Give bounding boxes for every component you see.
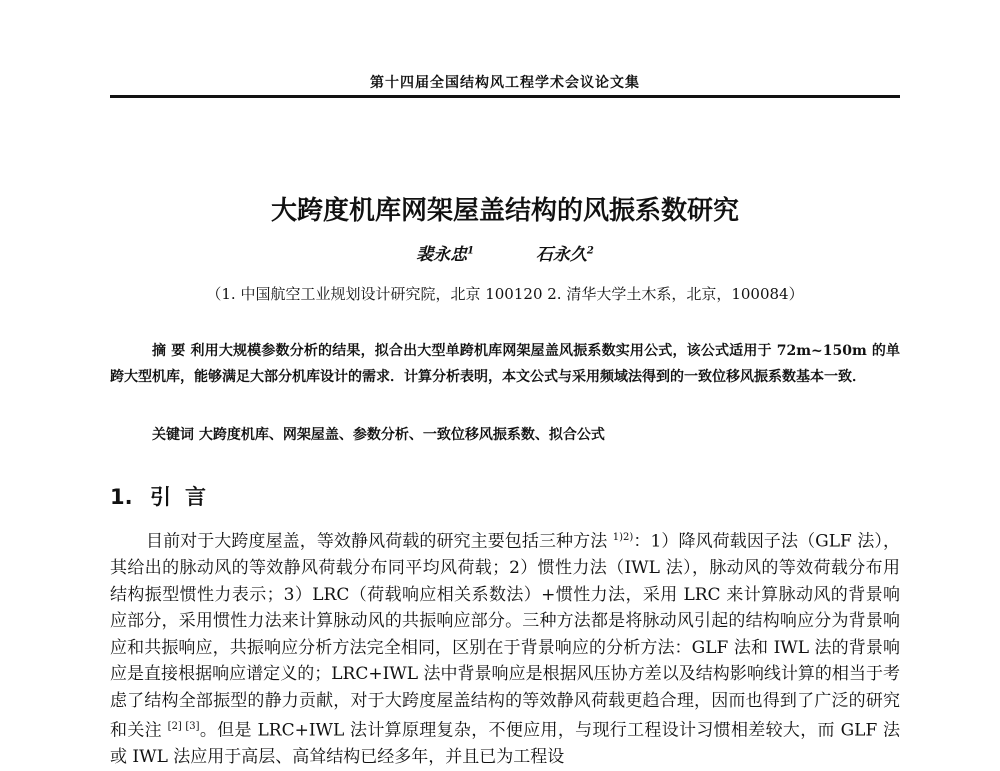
abstract	[110, 338, 900, 390]
author-affil-mark: 2	[586, 245, 594, 257]
section-heading	[110, 481, 220, 511]
body-text-part: ：1）降风荷载因子法（GLF 法），其给出的脉动风的等效静风荷载分布同平均风荷载；2）惯性力法（IWL 法），脉动风的等效荷载分布用结构振型惯性力表示；3）LRC（荷载响应相关系数法）+惯性力法，采用 LRC 来计算脉动风的背景响应部分，采用惯性力法来计算脉动风的共振响应部分。三种方法都是将脉动风引起的结构响应分为背景响应和共振响应，共振响应分析方法完全相同，区别在于背景响应的分析方法：GLF 法和 IWL 法的背景响应是直接根据响应谱定义的；LRC+IWL 法中背景响应是根据风压协方差以及结构影响线计算的相当于考虑了结构全部振型的静力贡献，对于大跨度屋盖结构的等效静风荷载更趋合理，因而也得到了广泛的研究和关注	[110, 531, 900, 741]
body-text-part: 。但是 LRC+IWL 法计算原理复杂，不便应用，与现行工程设计习惯相差较大，而 GLF 法或 IWL 法应用于高层、高耸结构已经多年，并且已为工程设	[110, 720, 900, 768]
keywords-label: 关键词	[152, 427, 194, 443]
author-line	[110, 240, 900, 265]
abstract-text: 利用大规模参数分析的结果，拟合出大型单跨机库网架屋盖风振系数实用公式，该公式适用于 72m~150m 的单跨大型机库，能够满足大部分机库设计的需求．计算分析表明，本文公式与采用频域法得到的一致位移风振系数基本一致．	[110, 343, 901, 385]
header-rule	[110, 95, 900, 98]
keywords	[152, 424, 900, 444]
paper-title: 大跨度机库网架屋盖结构的风振系数研究	[270, 196, 739, 226]
author-name: 裴永忠	[416, 245, 468, 265]
author-name: 石永久	[535, 245, 587, 265]
author-affil-mark: 1	[467, 245, 475, 257]
section-number: 1.	[110, 485, 133, 509]
abstract-label: 摘 要	[152, 343, 186, 359]
body-paragraph	[110, 525, 900, 771]
running-head: 第十四届全国结构风工程学术会议论文集	[370, 75, 640, 91]
body-text-part: 目前对于大跨度屋盖，等效静风荷载的研究主要包括三种方法	[146, 531, 613, 552]
affiliations: （1. 中国航空工业规划设计研究院，北京 100120 2. 清华大学土木系，北京，100084）	[206, 285, 804, 303]
citation: 1)2)	[612, 532, 634, 543]
section-title: 引言	[150, 485, 220, 509]
keywords-text: 大跨度机库、网架屋盖、参数分析、一致位移风振系数、拟合公式	[198, 427, 605, 443]
citation: [2] [3]	[167, 721, 200, 733]
